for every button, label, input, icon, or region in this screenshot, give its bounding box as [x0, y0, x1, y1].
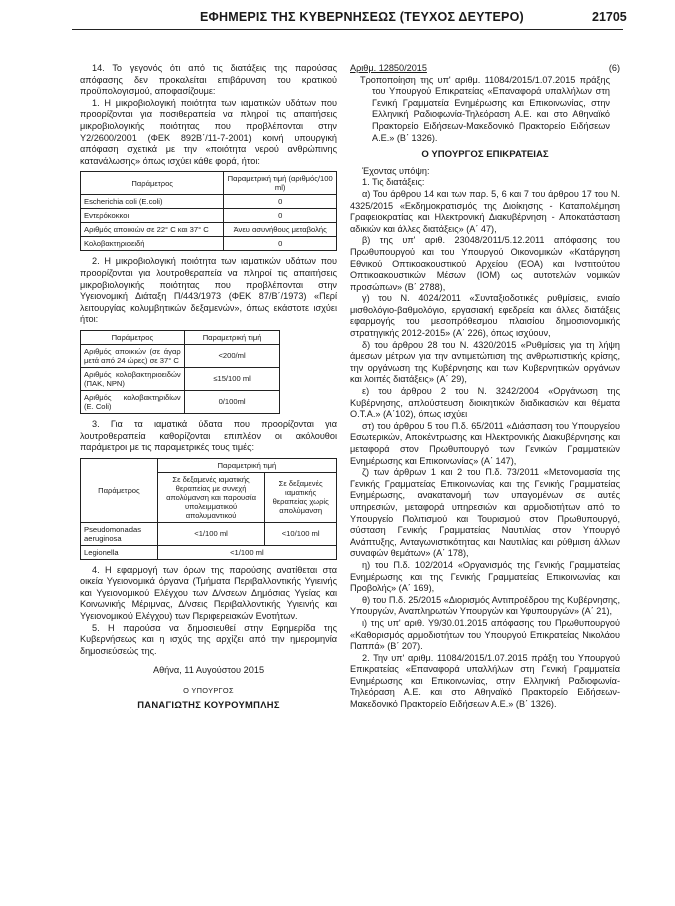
table-cell: <1/100 ml: [157, 545, 336, 559]
paragraph-14: 14. Το γεγονός ότι από τις διατάξεις της παρούσας απόφασης δεν προκαλείται επιβάρυνση του κρατικού προϋπολογισμού, αποφασίζουμε:: [80, 63, 337, 97]
header-rule: [72, 29, 623, 30]
table-cell: 0: [224, 209, 337, 223]
table-cell: Αριθμός κολοβακτηριοειδών (ΠΑΚ, NPN): [81, 367, 185, 390]
signature-role: Ο ΥΠΟΥΡΓΟΣ: [183, 686, 234, 696]
table-potable-parameters: [80, 171, 337, 251]
paragraph: 1. Τις διατάξεις:: [362, 177, 425, 188]
table-subheader-without-disinfection: Σε δεξαμενές ιαματικής θεραπείας χωρίς απολύμανση: [265, 472, 337, 522]
table-row: [81, 195, 337, 209]
paragraph: η) του Π.δ. 102/2014 «Οργανισμός της Γενικής Γραμματείας Ενημέρωσης και της Γενικής Γραμματείας Επικοινωνίας και Προβολής» (Α΄ 169),: [350, 559, 620, 594]
table-header-value: Παραμετρική τιμή: [184, 330, 280, 344]
table-cell: <1/100 ml: [157, 522, 265, 545]
decision-sequence: (6): [608, 63, 620, 73]
paragraph-item-2: 2. Η μικροβιολογική ποιότητα των ιαματικών υδάτων που προορίζονται για λουτροθεραπεία να πληροί τις απαιτήσεις μικροβιολογικής ποιότητας που προβλέπονται στην Υγειονομική Διάταξη Π/443/1973 (ΦΕΚ 87/Β΄/1973) «Περί λειτουργίας κολυμβητικών δεξαμενών», όπως εκάστοτε ισχύει ήτοι:: [80, 256, 337, 325]
table-cell: Pseudomonadas aeruginosa: [81, 522, 158, 545]
paragraph: α) Του άρθρου 14 και των παρ. 5, 6 και 7 του άρθρου 17 του Ν. 4325/2015 «Εκδημοκρατισμός της Διοίκησης - Καταπολέμηση Γραφειοκρατίας και Ηλεκτρονική Διακυβέρνηση - Αποκατάσταση αδικιών και άλλες διατάξεις» (Α΄ 47),: [350, 188, 620, 234]
paragraph: ζ) των άρθρων 1 και 2 του Π.δ. 73/2011 «Μετονομασία της Γενικής Γραμματείας Επικοινωνίας και της Γενικής Γραμματείας Ενημέρωσης, ανακατανομή των υπαγομένων σε αυτές υπηρεσιών, μεταφορά υπηρεσιών και αρμοδιοτήτων από το Υπουργείο Πολιτισμού και Τουρισμού στον Πρωθυπουργό, σύσταση Γενικής Γραμματείας Ναυτιλίας στον Υπουργό Ανάπτυξης, Ανταγωνιστικότητας και Ναυτιλίας και ρύθμιση άλλων συναφών θεμάτων» (Α΄ 178),: [350, 467, 620, 559]
table-extra-parameters: [80, 458, 337, 560]
paragraph: γ) του Ν. 4024/2011 «Συνταξιοδοτικές ρυθμίσεις, ενιαίο μισθολόγιο-βαθμολόγιο, εργασιακή εφεδρεία και άλλες διατάξεις εφαρμογής του μεσοπρόθεσμου πλαισίου δημοσιονομικής στρατηγικής 2012-2015» (Α΄ 226), όπως ισχύουν,: [350, 293, 620, 339]
paragraph: Έχοντας υπόψη:: [362, 165, 430, 176]
table-subheader-with-disinfection: Σε δεξαμενές ιαματικής θεραπείας με συνεχή απολύμανση και παρουσία υπολειμματικού απολυμαντικού: [157, 472, 265, 522]
paragraph: θ) του Π.δ. 25/2015 «Διορισμός Αντιπροέδρου της Κυβέρνησης, Υπουργών, Αναπληρωτών Υπουργών και Υφυπουργών» (Α΄ 21),: [350, 594, 620, 617]
table-header-value: Παραμετρική τιμή (αριθμός/100 ml): [224, 172, 337, 195]
table-row: [81, 367, 280, 390]
signature-name: ΠΑΝΑΓΙΩΤΗΣ ΚΟΥΡΟΥΜΠΛΗΣ: [137, 698, 280, 710]
table-cell: Κολοβακτηριοειδή: [81, 237, 224, 251]
paragraph-item-5: 5. Η παρούσα να δημοσιευθεί στην Εφημερίδα της Κυβερνήσεως και η ισχύς της αρχίζει από την ημερομηνία δημοσιεύσεώς της.: [80, 622, 337, 656]
table-cell: Αριθμός κολοβακτηριδίων (E. Coli): [81, 390, 185, 413]
table-row: [81, 545, 337, 559]
table-row: [81, 223, 337, 237]
table-cell: Αριθμός αποικιών (σε άγαρ μετά από 24 ώρες) σε 37° C: [81, 344, 185, 367]
gazette-title: ΕΦΗΜΕΡΙΣ ΤΗΣ ΚΥΒΕΡΝΗΣΕΩΣ (ΤΕΥΧΟΣ ΔΕΥΤΕΡΟ): [200, 10, 524, 24]
table-bath-parameters: [80, 330, 280, 414]
table-row: [81, 344, 280, 367]
table-row: [81, 209, 337, 223]
paragraph: ε) του άρθρου 2 του Ν. 3242/2004 «Οργάνωση της Κυβέρνησης, απλούστευση διοικητικών διαδικασιών και θέματα Ο.Τ.Α.» (Α΄102), όπως ισχύει: [350, 386, 620, 420]
signature-block: [80, 665, 337, 710]
decision-number-line: [350, 63, 620, 75]
table-cell: Εντερόκοκκοι: [81, 209, 224, 223]
table-cell: 0/100ml: [184, 390, 280, 413]
table-cell: Αριθμός αποικιών σε 22° C και 37° C: [81, 223, 224, 237]
decision-subject: Τροποποίηση της υπ' αριθμ. 11084/2015/1.07.2015 πράξης του Υπουργού Επικρατείας «Επαναφορά υπαλλήλων στη Γενική Γραμματεία Ενημέρωσης και Επικοινωνίας, στην Ελληνική Ραδιοφωνία-Τηλεόραση Α.Ε. και στο Αθηναϊκό Πρακτορείο Ειδήσεων-Μακεδονικό Πρακτορείο Ειδήσεων Α.Ε.» (Β΄ 1326).: [360, 74, 610, 143]
table-cell: 0: [224, 195, 337, 209]
table-cell: Άνευ ασυνήθους μεταβολής: [224, 223, 337, 237]
table-header-parameter: Παράμετρος: [81, 330, 185, 344]
table-header-parameter: Παράμετρος: [81, 172, 224, 195]
table-cell: 0: [224, 237, 337, 251]
table-cell: <200/ml: [184, 344, 280, 367]
paragraph-item-4: 4. Η εφαρμογή των όρων της παρούσης ανατίθεται στα οικεία Υγειονομικά όργανα (Τμήματα Περιβαλλοντικής Υγιεινής και Υγειονομικού Ελέγχου των Δ/νσεων Δημόσιας Υγείας και Κοινωνικής Μέριμνας, Δ/νσεις Περιβαλλοντικής Υγιεινής και Υγειονομικού Ελέγχου) των Περιφερειακών Ενοτήτων.: [80, 564, 337, 622]
table-header-parameter: Παράμετρος: [81, 458, 158, 522]
paragraph: β) της υπ' αριθ. 23048/2011/5.12.2011 απόφασης του Πρωθυπουργού και του Υπουργού Οικονομικών «Κατάργηση Εθνικού Οπτικοακουστικού Αρχείου (ΕΟΑ) και Ινστιτούτου Οπτικοακουστικών Μέσων (ΙΟΜ) ως αυτοτελών νομικών προσώπων» (Β΄ 2788),: [350, 235, 620, 292]
table-row: [81, 390, 280, 413]
decision-number: Αριθμ. 12850/2015: [350, 63, 427, 73]
table-cell: Legionella: [81, 545, 158, 559]
table-header-value: Παραμετρική τιμή: [157, 458, 336, 472]
paragraph-item-3: 3. Για τα ιαματικά ύδατα που προορίζονται για λουτροθεραπεία καθορίζονται επιπλέον οι ακόλουθοι παράμετροι με τις παραμετρικές τους τιμές:: [80, 418, 337, 453]
paragraph: 2. Την υπ' αριθμ. 11084/2015/1.07.2015 πράξη του Υπουργού Επικρατείας «Επαναφορά υπαλλήλων στη Γενική Γραμματεία Ενημέρωσης και Επικοινωνίας, στην Ελληνική Ραδιοφωνία-Τηλεόραση Α.Ε. και στο Αθηναϊκό Πρακτορείο Ειδήσεων-Μακεδονικό Πρακτορείο Ειδήσεων Α.Ε.» (Β΄ 1326).: [350, 652, 620, 710]
right-column: [350, 63, 620, 711]
paragraph: στ) του άρθρου 5 του Π.δ. 65/2011 «Διάσπαση του Υπουργείου Εσωτερικών, Αποκέντρωσης και Ηλεκτρονικής Διακυβέρνησης και μεταφορά στον Πρωθυπουργό των Γενικών Γραμματειών Ενημέρωσης και Επικοινωνίας» (Α΄ 147),: [350, 420, 620, 466]
table-row: [81, 237, 337, 251]
table-cell: <10/100 ml: [265, 522, 337, 545]
left-column: [80, 63, 337, 710]
table-cell: ≤15/100 ml: [184, 367, 280, 390]
table-row: [81, 522, 337, 545]
paragraph: δ) του άρθρου 28 του Ν. 4320/2015 «Ρυθμίσεις για τη λήψη άμεσων μέτρων για την αντιμετώπιση της ανθρωπιστικής κρίσης, την οργάνωση της Κυβέρνησης και των Κυβερνητικών οργάνων και λοιπές διατάξεις» (Α΄ 29),: [350, 339, 620, 385]
page-number: 21705: [592, 10, 627, 24]
signature-place-date: Αθήνα, 11 Αυγούστου 2015: [152, 665, 265, 676]
paragraph: ι) της υπ' αριθ. Υ9/30.01.2015 απόφασης του Πρωθυπουργού «Καθορισμός αρμοδιοτήτων του Υπουργού Επικρατείας Νικολάου Παππά» (Β΄ 207).: [350, 617, 620, 652]
table-cell: Escherichia coli (E.coli): [81, 195, 224, 209]
decision-heading: Ο ΥΠΟΥΡΓΟΣ ΕΠΙΚΡΑΤΕΙΑΣ: [421, 149, 549, 161]
paragraph-item-1: 1. Η μικροβιολογική ποιότητα των ιαματικών υδάτων που προορίζονται για ποσιθεραπεία να πληροί τις απαιτήσεις μικροβιολογικής ποιότητας που προβλέπονται στην Υ2/2600/2001 (ΦΕΚ 892Β΄/11-7-2001) κοινή υπουργική απόφαση σχετικά με την «ποιότητα νερού ανθρώπινης κατανάλωσης» όπως ισχύει κάθε φορά, ήτοι:: [80, 97, 337, 166]
